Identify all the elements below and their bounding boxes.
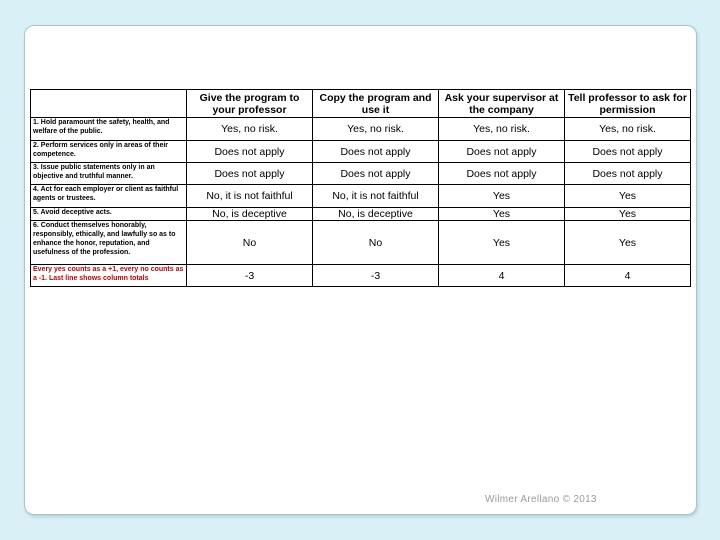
principle-cell: 3. Issue public statements only in an objective and truthful manner. — [31, 163, 187, 185]
value-cell: Does not apply — [313, 141, 439, 163]
total-cell: -3 — [313, 265, 439, 287]
value-cell: Yes — [565, 185, 691, 208]
value-cell: Yes, no risk. — [565, 118, 691, 141]
principle-cell: 6. Conduct themselves honorably, responsibly, ethically, and lawfully so as to enhance the honor, reputation, and usefulness of the profession. — [31, 221, 187, 265]
value-cell: No, it is not faithful — [187, 185, 313, 208]
table-row — [31, 141, 691, 163]
value-cell: Yes, no risk. — [313, 118, 439, 141]
principle-cell: 2. Perform services only in areas of their competence. — [31, 141, 187, 163]
total-cell: 4 — [439, 265, 565, 287]
value-cell: No, is deceptive — [313, 208, 439, 221]
value-cell: Yes, no risk. — [439, 118, 565, 141]
scoring-note: Every yes counts as a +1, every no counts as a -1. Last line shows column totals — [31, 265, 187, 287]
table-row — [31, 208, 691, 221]
value-cell: Does not apply — [565, 163, 691, 185]
value-cell: Does not apply — [439, 141, 565, 163]
column-header-ask-supervisor: Ask your supervisor at the company — [439, 90, 565, 118]
value-cell: Does not apply — [313, 163, 439, 185]
value-cell: Yes — [565, 221, 691, 265]
value-cell: No, is deceptive — [187, 208, 313, 221]
value-cell: Yes — [439, 208, 565, 221]
table-row — [31, 118, 691, 141]
value-cell: No, it is not faithful — [313, 185, 439, 208]
total-cell: -3 — [187, 265, 313, 287]
value-cell: No — [187, 221, 313, 265]
column-header-tell-professor: Tell professor to ask for permission — [565, 90, 691, 118]
value-cell: Does not apply — [187, 163, 313, 185]
ethics-comparison-table — [30, 89, 691, 287]
value-cell: Yes — [439, 185, 565, 208]
total-cell: 4 — [565, 265, 691, 287]
copyright-footer: Wilmer Arellano © 2013 — [485, 494, 597, 505]
table-row — [31, 221, 691, 265]
value-cell: Does not apply — [187, 141, 313, 163]
value-cell: Does not apply — [439, 163, 565, 185]
value-cell: Does not apply — [565, 141, 691, 163]
table-row — [31, 163, 691, 185]
table-row — [31, 185, 691, 208]
value-cell: Yes, no risk. — [187, 118, 313, 141]
value-cell: No — [313, 221, 439, 265]
principle-cell: 4. Act for each employer or client as faithful agents or trustees. — [31, 185, 187, 208]
value-cell: Yes — [565, 208, 691, 221]
principle-cell: 5. Avoid deceptive acts. — [31, 208, 187, 221]
column-header-copy-program: Copy the program and use it — [313, 90, 439, 118]
column-header-give-program: Give the program to your professor — [187, 90, 313, 118]
table-corner — [31, 90, 187, 118]
principle-cell: 1. Hold paramount the safety, health, and welfare of the public. — [31, 118, 187, 141]
header-row — [31, 90, 691, 118]
value-cell: Yes — [439, 221, 565, 265]
totals-row — [31, 265, 691, 287]
